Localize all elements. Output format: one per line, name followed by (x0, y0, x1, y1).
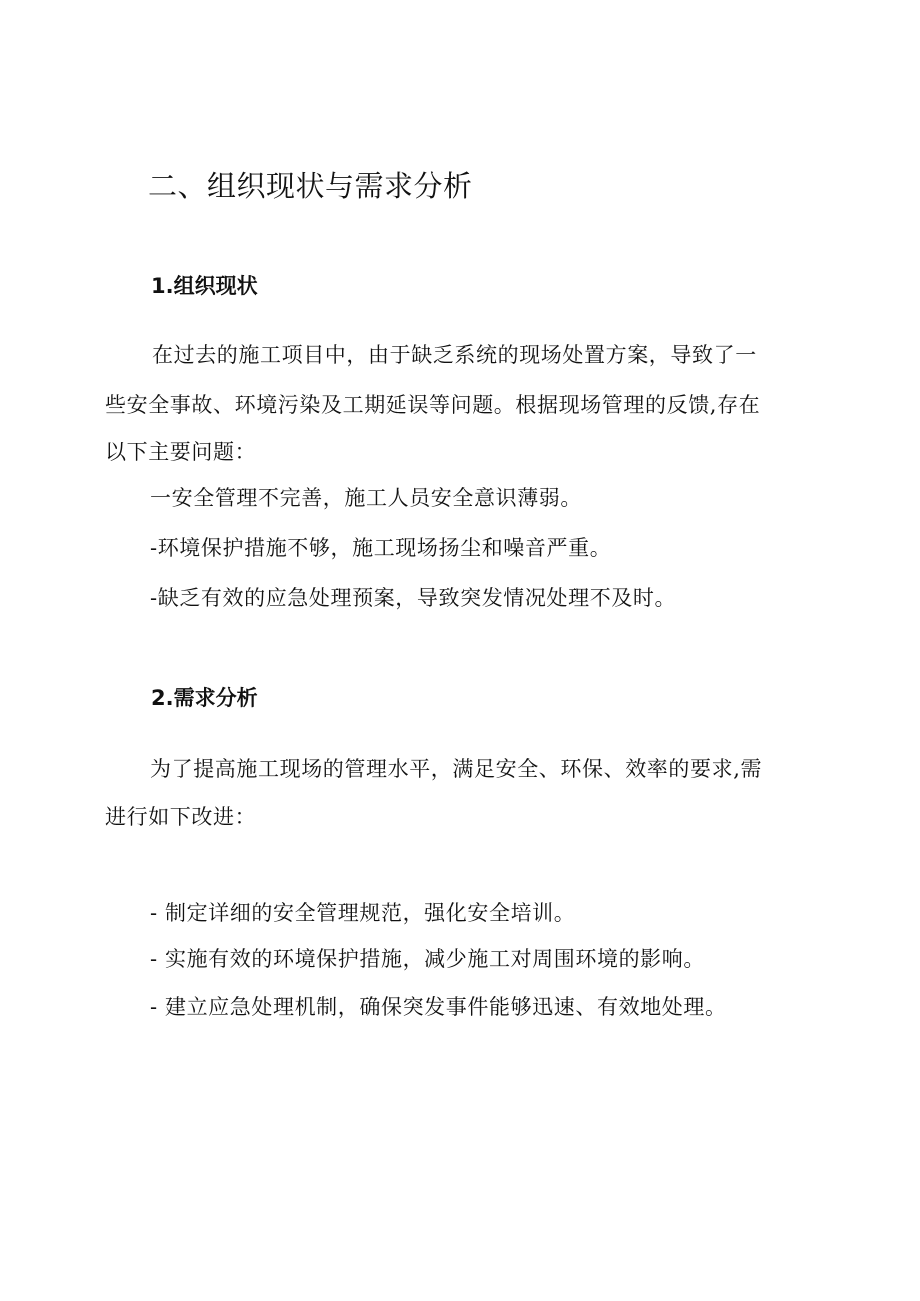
needs-list-item: - 实施有效的环境保护措施，减少施工对周围环境的影响。 (150, 947, 705, 971)
section-heading-needs: 2.需求分析 (151, 686, 258, 710)
status-paragraph-line: 在过去的施工项目中，由于缺乏系统的现场处置方案，导致了一 (152, 343, 757, 367)
status-paragraph-line: 以下主要问题： (105, 440, 257, 464)
needs-paragraph-line: 为了提高施工现场的管理水平，满足安全、环保、效率的要求,需 (150, 757, 763, 781)
needs-list-item: - 制定详细的安全管理规范，强化安全培训。 (150, 901, 576, 925)
page-title: 二、组织现状与需求分析 (148, 169, 473, 203)
needs-paragraph-line: 进行如下改进： (105, 805, 257, 829)
status-list-item: -环境保护措施不够，施工现场扬尘和噪音严重。 (150, 536, 612, 560)
status-list-item: -缺乏有效的应急处理预案，导致突发情况处理不及时。 (150, 586, 677, 610)
status-paragraph-line: 些安全事故、环境污染及工期延误等问题。根据现场管理的反馈,存在 (105, 393, 761, 417)
status-list-item: 一安全管理不完善，施工人员安全意识薄弱。 (150, 486, 582, 510)
needs-list-item: - 建立应急处理机制，确保突发事件能够迅速、有效地处理。 (150, 995, 727, 1019)
section-heading-status: 1.组织现状 (151, 274, 258, 298)
